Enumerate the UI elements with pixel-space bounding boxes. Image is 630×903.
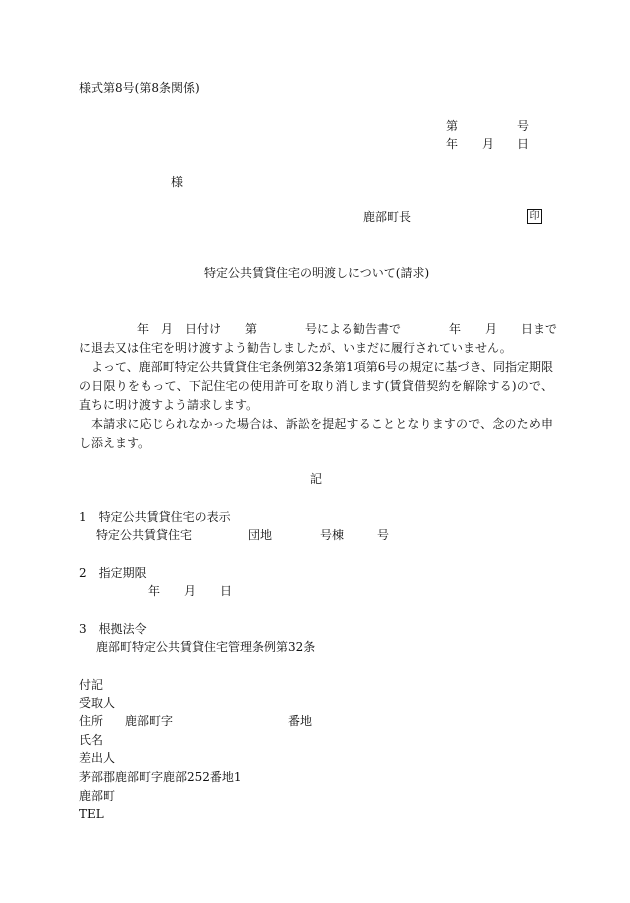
body-paragraph-3 (79, 415, 553, 453)
item-3-detail: 鹿部町特定公共賃貸住宅管理条例第32条 (96, 640, 316, 654)
footer-address-label: 住所 (79, 714, 104, 728)
item-2-heading: 2 指定期限 (79, 566, 147, 580)
body-line-2: に退去又は住宅を明け渡すよう勧告しましたが、いまだに履行されていません。 (79, 341, 512, 355)
item-2-hi: 日 (220, 584, 233, 598)
body-paragraph-2-text: よって、鹿部町特定公共賃貸住宅条例第32条第1項第6号の規定に基づき、同指定期限の日限りをもって、下記住宅の使用許可を取り消します(賃貸借契約を解除する)ので、直ちに明け渡すよう請求します。 (79, 360, 553, 412)
footer-address-town: 鹿部町字 (125, 714, 174, 728)
item-1-detail: 特定公共賃貸住宅 (96, 528, 193, 542)
footer-sender-address: 茅部郡鹿部町字鹿部252番地1 (79, 770, 242, 784)
footer-name-label: 氏名 (79, 733, 104, 747)
document-title: 特定公共賃貸住宅の明渡しについて(請求) (204, 266, 430, 280)
footer-fuki: 付記 (79, 678, 104, 692)
body-line-1: 年 月 日付け 第 号による勧告書で 年 月 日まで (137, 322, 558, 336)
doc-date-hi: 日 (517, 137, 530, 151)
item-1-goto: 号棟 (320, 528, 345, 542)
doc-no-dai: 第 (446, 119, 459, 133)
item-2-tsuki: 月 (184, 584, 197, 598)
item-3-heading: 3 根拠法令 (79, 622, 147, 636)
footer-tel: TEL (79, 807, 104, 821)
footer-address-banchi: 番地 (288, 714, 313, 728)
item-2-nen: 年 (148, 584, 161, 598)
footer-sender-name: 鹿部町 (79, 789, 116, 803)
doc-date-nen: 年 (446, 137, 459, 151)
doc-date-tsuki: 月 (482, 137, 495, 151)
footer-recipient-label: 受取人 (79, 696, 116, 710)
item-1-danchi: 団地 (248, 528, 273, 542)
addressee-sama: 様 (171, 175, 184, 189)
doc-no-go: 号 (517, 119, 530, 133)
item-1-heading: 1 特定公共賃貸住宅の表示 (79, 510, 231, 524)
item-1-go: 号 (377, 528, 390, 542)
body-paragraph-3-text: 本請求に応じられなかった場合は、訴訟を提起することとなりますので、念のため申し添えます。 (79, 417, 553, 450)
ki-heading: 記 (310, 472, 323, 486)
body-paragraph-2 (79, 358, 553, 415)
sender-mayor: 鹿部町長 (363, 210, 412, 224)
form-number: 様式第8号(第8条関係) (79, 81, 200, 95)
footer-sender-label: 差出人 (79, 751, 116, 765)
seal-stamp: 印 (527, 209, 542, 224)
